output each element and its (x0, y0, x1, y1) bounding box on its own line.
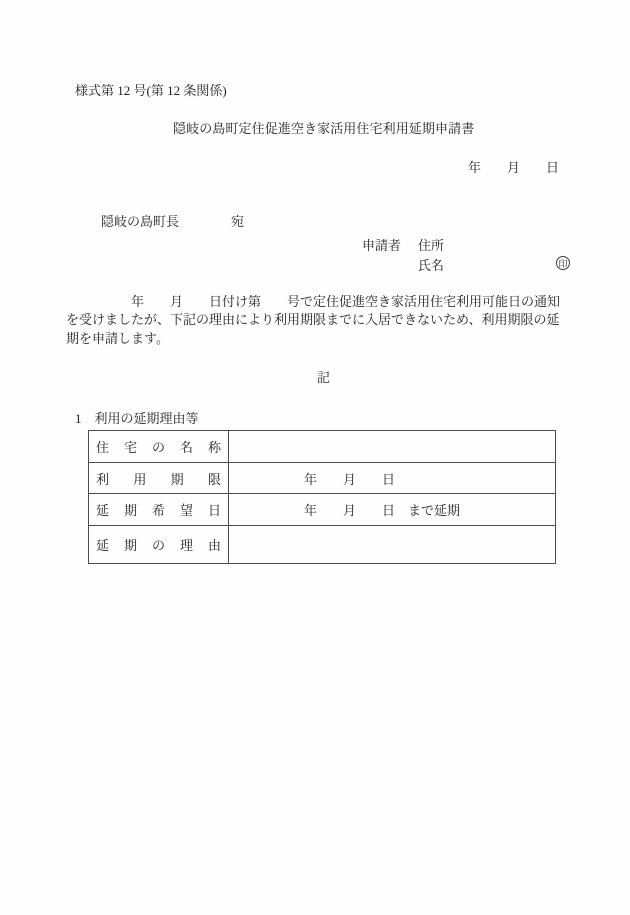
applicant-name-label: 氏名 (418, 258, 445, 273)
row-value: 年 月 日 (229, 463, 556, 494)
addressee-suffix: 宛 (231, 214, 245, 230)
table-row-desired-postpone-date (89, 494, 556, 526)
document-title: 隠岐の島町定住促進空き家活用住宅利用延期申請書 (173, 121, 475, 136)
row-label: 利用期限 (89, 463, 229, 494)
row-label: 住宅の名称 (89, 431, 229, 463)
form-number: 様式第 12 号(第 12 条関係) (75, 83, 227, 98)
seal-mark-icon: 印 (556, 256, 570, 270)
section-heading: 1 利用の延期理由等 (75, 411, 199, 426)
addressee-line (88, 198, 244, 247)
record-marker: 記 (317, 370, 331, 385)
applicant-address-label: 住所 (418, 238, 445, 253)
table-row-house-name (89, 431, 556, 463)
body-line: 期を申請します。 (66, 330, 169, 346)
table-row-postpone-reason (89, 526, 556, 564)
addressee-name: 隠岐の島町長 (101, 214, 180, 230)
table-row-use-deadline (89, 463, 556, 494)
date-line: 年 月 日 (468, 160, 560, 175)
applicant-label: 申請者 (362, 238, 402, 253)
reason-table (88, 430, 556, 564)
body-line: 年 月 日付け第 号で定住促進空き家活用住宅利用可能日の通知 (66, 294, 561, 309)
body-paragraph (66, 293, 560, 348)
row-value: 年 月 日 まで延期 (229, 494, 556, 526)
row-label: 延期の理由 (89, 526, 229, 564)
body-line: を受けましたが、下記の理由により利用期限までに入居できないため、利用期限の延 (66, 312, 560, 328)
row-label: 延期希望日 (89, 494, 229, 526)
row-value (229, 526, 556, 564)
row-value (229, 431, 556, 463)
